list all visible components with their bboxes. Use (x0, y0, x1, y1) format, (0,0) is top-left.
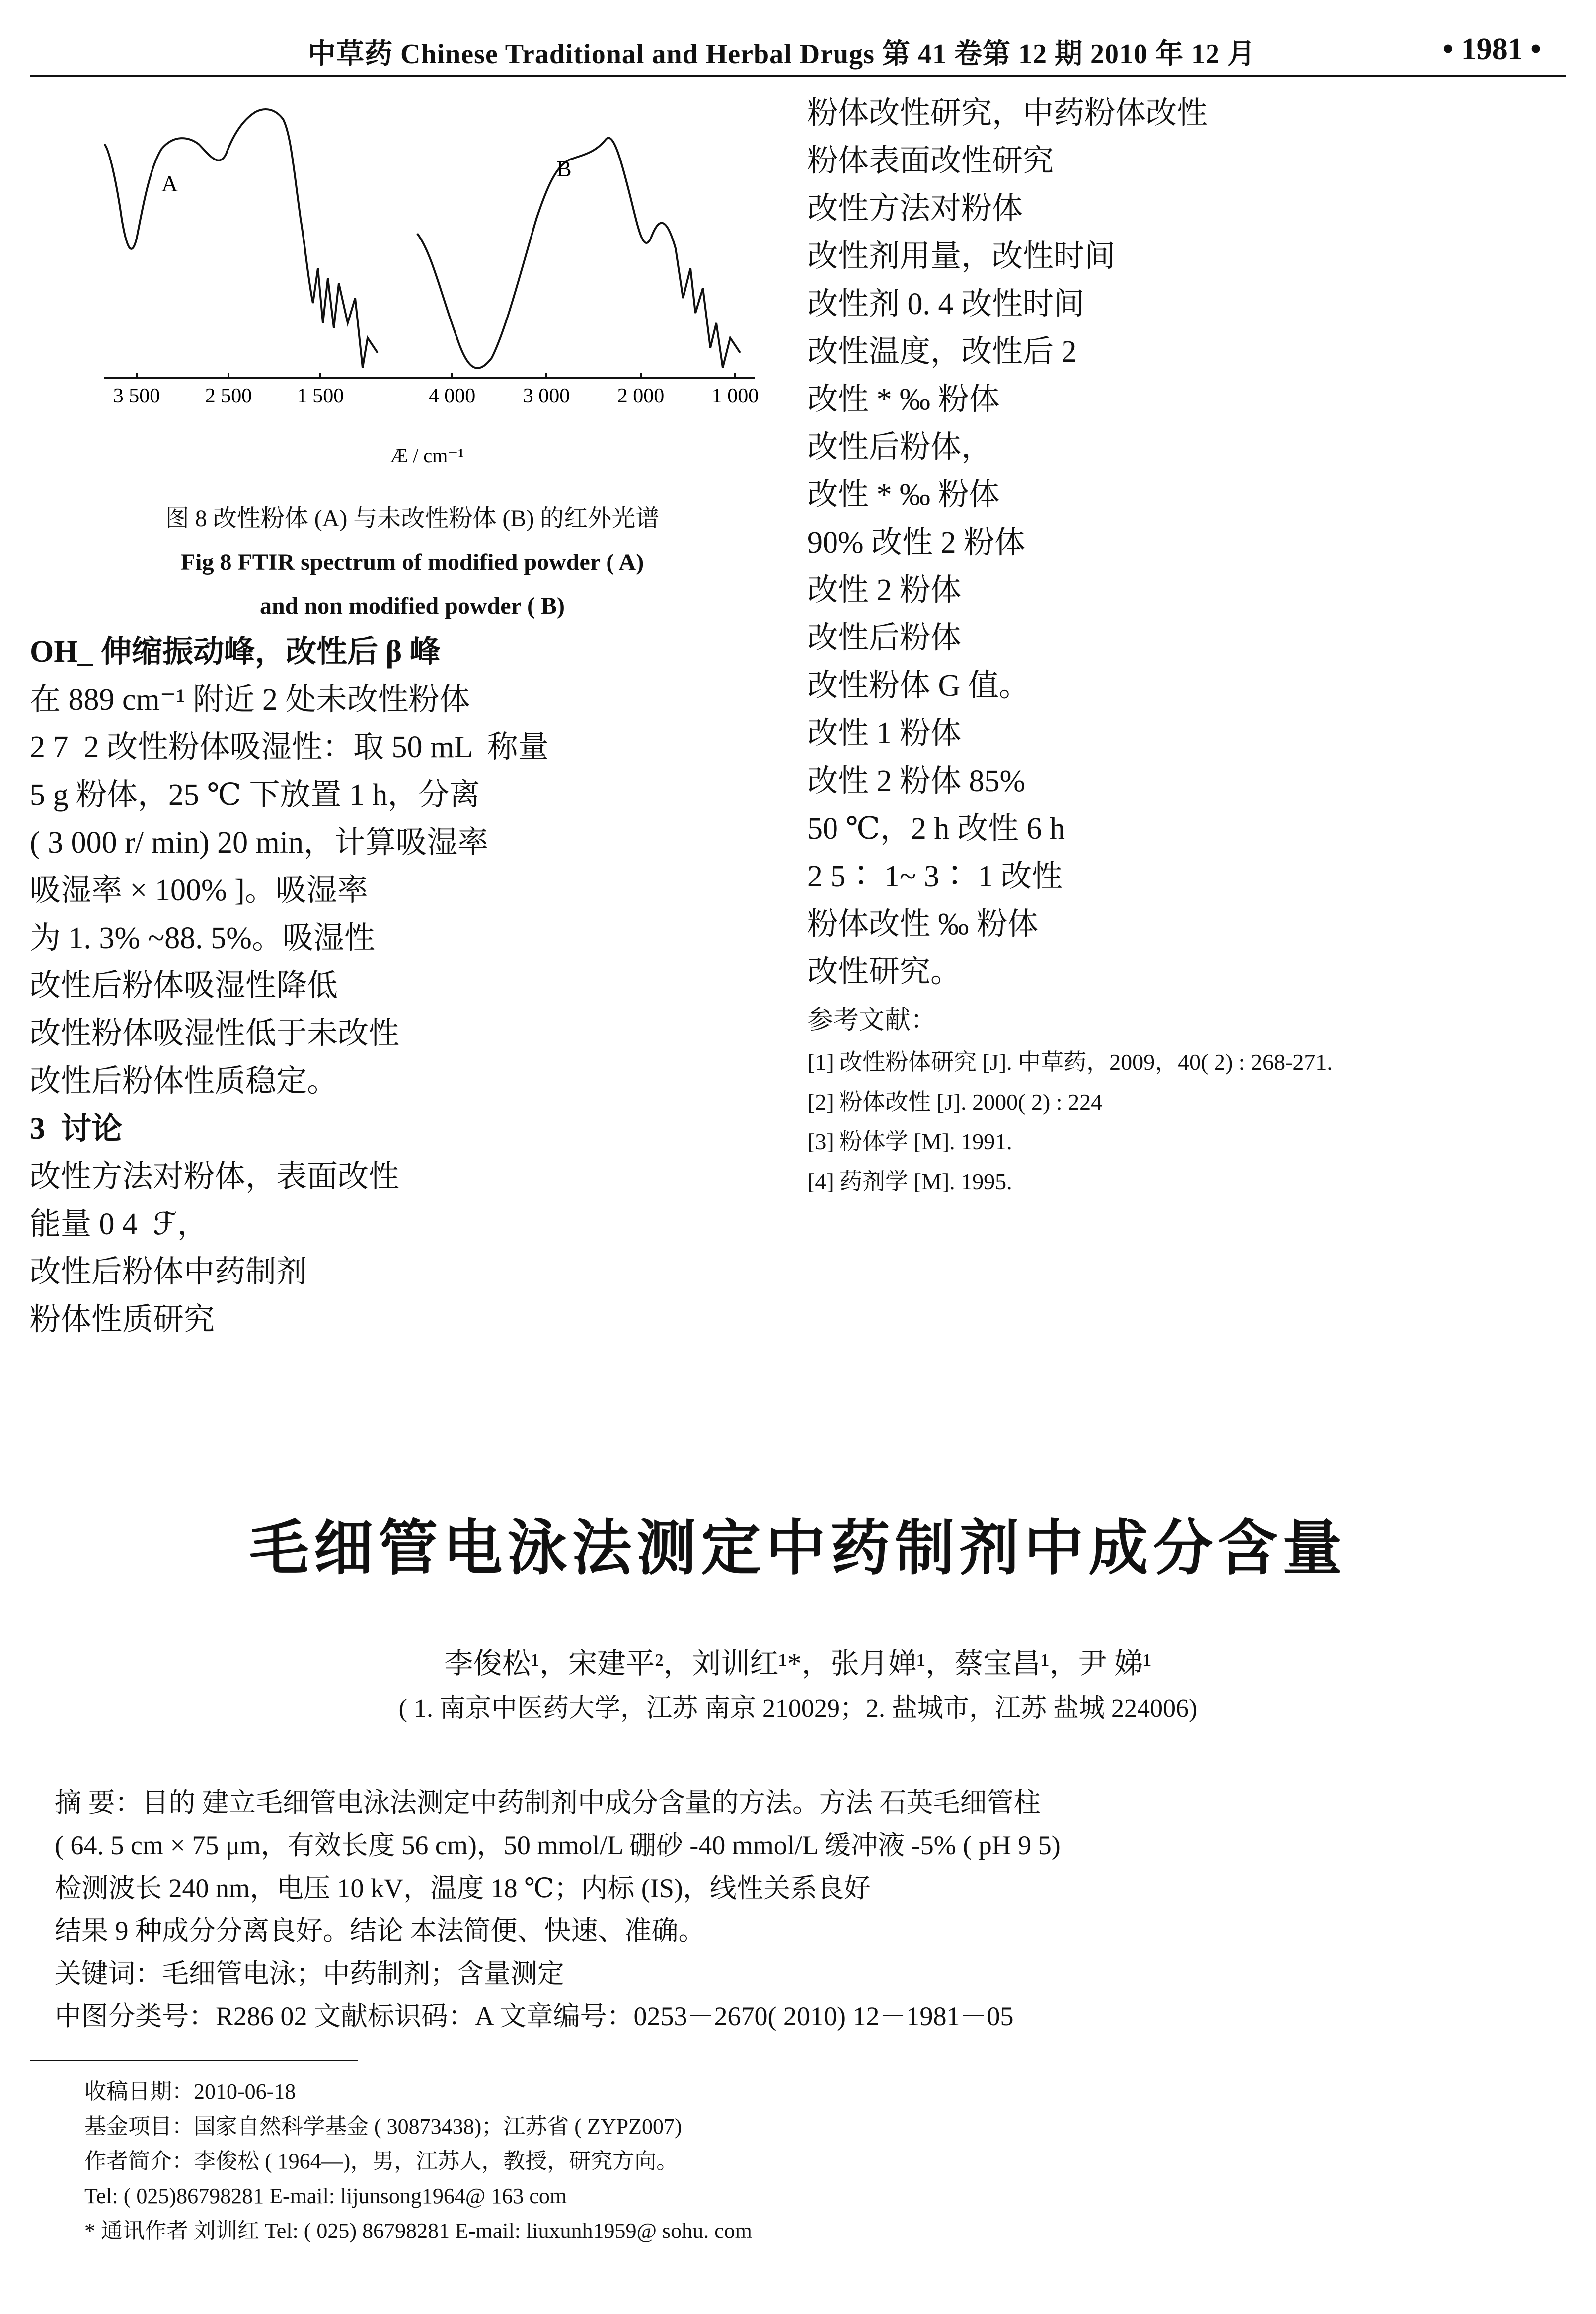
body-line: 50 ℃，2 h 改性 6 h (807, 812, 1065, 846)
abstract-line: 检测波长 240 nm，电压 10 kV，温度 18 ℃；内标 (IS)，线性关系良好 (55, 1873, 871, 1903)
body-line: OH_ 伸缩振动峰，改性后 β 峰 (30, 635, 441, 669)
ftir-spectrum-chart (30, 89, 795, 497)
body-line: 改性后粉体吸湿性降低 (30, 969, 338, 1003)
body-line: ( 3 000 r/ min) 20 min，计算吸湿率 (30, 826, 489, 860)
caption-en-line1: Fig 8 FTIR spectrum of modified powder ( A) (180, 549, 644, 575)
x-tick-label: 3 500 (113, 385, 160, 407)
reference-item: [3] 粉体学 [M]. 1991. (807, 1129, 1012, 1154)
abstract-line: 摘 要：目的 建立毛细管电泳法测定中药制剂中成分含量的方法。方法 石英毛细管柱 (55, 1788, 1041, 1818)
body-line: 改性 * ‰ 粉体 (807, 383, 1000, 416)
body-line: 2 7 2 改性粉体吸湿性：取 50 mL 称量 (30, 730, 549, 764)
body-line: 改性温度，改性后 2 (807, 335, 1077, 369)
body-line: 粉体改性 ‰ 粉体 (807, 907, 1039, 941)
body-line: 为 1. 3% ~88. 5%。吸湿性 (30, 921, 375, 955)
article-title: 毛细管电泳法测定中药制剂中成分含量 (249, 1516, 1347, 1582)
reference-item: [2] 粉体改性 [J]. 2000( 2) : 224 (807, 1089, 1103, 1115)
article-affiliation: ( 1. 南京中医药大学，江苏 南京 210029；2. 盐城市，江苏 盐城 224006) (398, 1694, 1198, 1723)
body-line: 改性研究。 (807, 955, 962, 989)
body-line: 改性剂 0. 4 改性时间 (807, 287, 1085, 321)
caption-cn: 图 8 改性粉体 (A) 与未改性粉体 (B) 的红外光谱 (165, 505, 660, 532)
body-line: 能量 0 4 ℱ， (30, 1207, 208, 1241)
left-column (30, 89, 795, 1344)
spectrum-curve-a (104, 109, 378, 368)
curve-label-b: B (556, 156, 572, 181)
caption-en-line2: and non modified powder ( B) (260, 593, 565, 619)
reference-item: [1] 改性粉体研究 [J]. 中草药，2009，40( 2) : 268-271. (807, 1049, 1333, 1075)
footnote-received: 收稿日期：2010-06-18 (84, 2079, 296, 2104)
body-line: 改性方法对粉体 (807, 192, 1023, 226)
curve-label-a: A (161, 171, 178, 196)
body-line: 在 889 cm⁻¹ 附近 2 处未改性粉体 (30, 683, 470, 717)
body-line: 吸湿率 × 100% ]。吸湿率 (30, 874, 368, 907)
abstract-block (55, 1781, 1545, 2038)
references-heading: 参考文献： (807, 1006, 937, 1035)
x-tick-label: 2 000 (617, 385, 665, 407)
reference-item: [4] 药剂学 [M]. 1995. (807, 1169, 1012, 1194)
footnote-rule (30, 2060, 358, 2061)
body-line: 改性 1 粉体 (807, 717, 962, 750)
x-tick-label: 1 500 (297, 385, 344, 407)
body-line: 粉体改性研究，中药粉体改性 (807, 96, 1208, 130)
classification-line: 中图分类号：R286 02 文献标识码：A 文章编号：0253－2670( 2010) 12－1981－05 (55, 2001, 1014, 2031)
body-line: 改性后粉体性质稳定。 (30, 1064, 338, 1098)
body-line: 改性后粉体中药制剂 (30, 1255, 307, 1289)
x-tick-label: 3 000 (523, 385, 570, 407)
x-tick-label: 1 000 (711, 385, 759, 407)
footnote-corresponding: * 通讯作者 刘训红 Tel: ( 025) 86798281 E-mail: liuxunh1959@ sohu. com (84, 2219, 752, 2243)
body-line: 改性后粉体 (807, 621, 962, 655)
body-line: 5 g 粉体，25 ℃ 下放置 1 h，分离 (30, 778, 480, 812)
body-line: 改性方法对粉体，表面改性 (30, 1160, 400, 1194)
body-line: 改性 2 粉体 85% (807, 764, 1026, 798)
left-body-text (30, 628, 795, 1344)
footnotes (84, 2075, 1565, 2248)
abstract-line: ( 64. 5 cm × 75 μm，有效长度 56 cm)，50 mmol/L 硼砂 -40 mmol/L 缓冲液 -5% ( pH 9 5) (55, 1831, 1061, 1860)
x-axis-label: Æ / cm⁻¹ (390, 444, 464, 467)
journal-header: 中草药 Chinese Traditional and Herbal Drugs 第 41 卷第 12 期 2010 年 12 月 (308, 39, 1256, 70)
figure-caption (30, 497, 795, 628)
body-line: 改性 2 粉体 (807, 573, 962, 607)
article-authors: 李俊松¹，宋建平²，刘训红¹*，张月婵¹，蔡宝昌¹，尹 娣¹ (444, 1647, 1152, 1679)
keywords-line: 关键词：毛细管电泳；中药制剂；含量测定 (55, 1959, 564, 1989)
spectrum-curve-b (417, 138, 740, 368)
body-line: 改性后粉体， (807, 430, 992, 464)
body-line: 改性粉体吸湿性低于未改性 (30, 1017, 400, 1050)
x-tick-label: 4 000 (428, 385, 476, 407)
body-line: 粉体性质研究 (30, 1303, 215, 1337)
x-tick-label: 2 500 (205, 385, 252, 407)
references (807, 1001, 1566, 1199)
right-column (807, 89, 1566, 1199)
body-line: 改性 * ‰ 粉体 (807, 478, 1000, 512)
footnote-contact: Tel: ( 025)86798281 E-mail: lijunsong1964@ 163 com (84, 2184, 567, 2208)
body-line: 改性粉体 G 值。 (807, 669, 1030, 703)
body-line: 改性剂用量，改性时间 (807, 239, 1116, 273)
footnote-author-bio: 作者简介：李俊松 ( 1964—)，男，江苏人，教授，研究方向。 (84, 2149, 679, 2173)
header-rule (30, 75, 1566, 77)
page-number: • 1981 • (1443, 32, 1541, 66)
body-line: 90% 改性 2 粉体 (807, 526, 1026, 559)
ftir-figure (30, 89, 795, 497)
body-line: 粉体表面改性研究 (807, 144, 1054, 178)
body-line: 2 5∶ 1~ 3∶ 1 改性 (807, 860, 1063, 893)
section-heading: 3 讨论 (30, 1112, 123, 1146)
abstract-line: 结果 9 种成分分离良好。结论 本法简便、快速、准确。 (55, 1916, 705, 1946)
footnote-funding: 基金项目：国家自然科学基金 ( 30873438)；江苏省 ( ZYPZ007) (84, 2114, 682, 2139)
